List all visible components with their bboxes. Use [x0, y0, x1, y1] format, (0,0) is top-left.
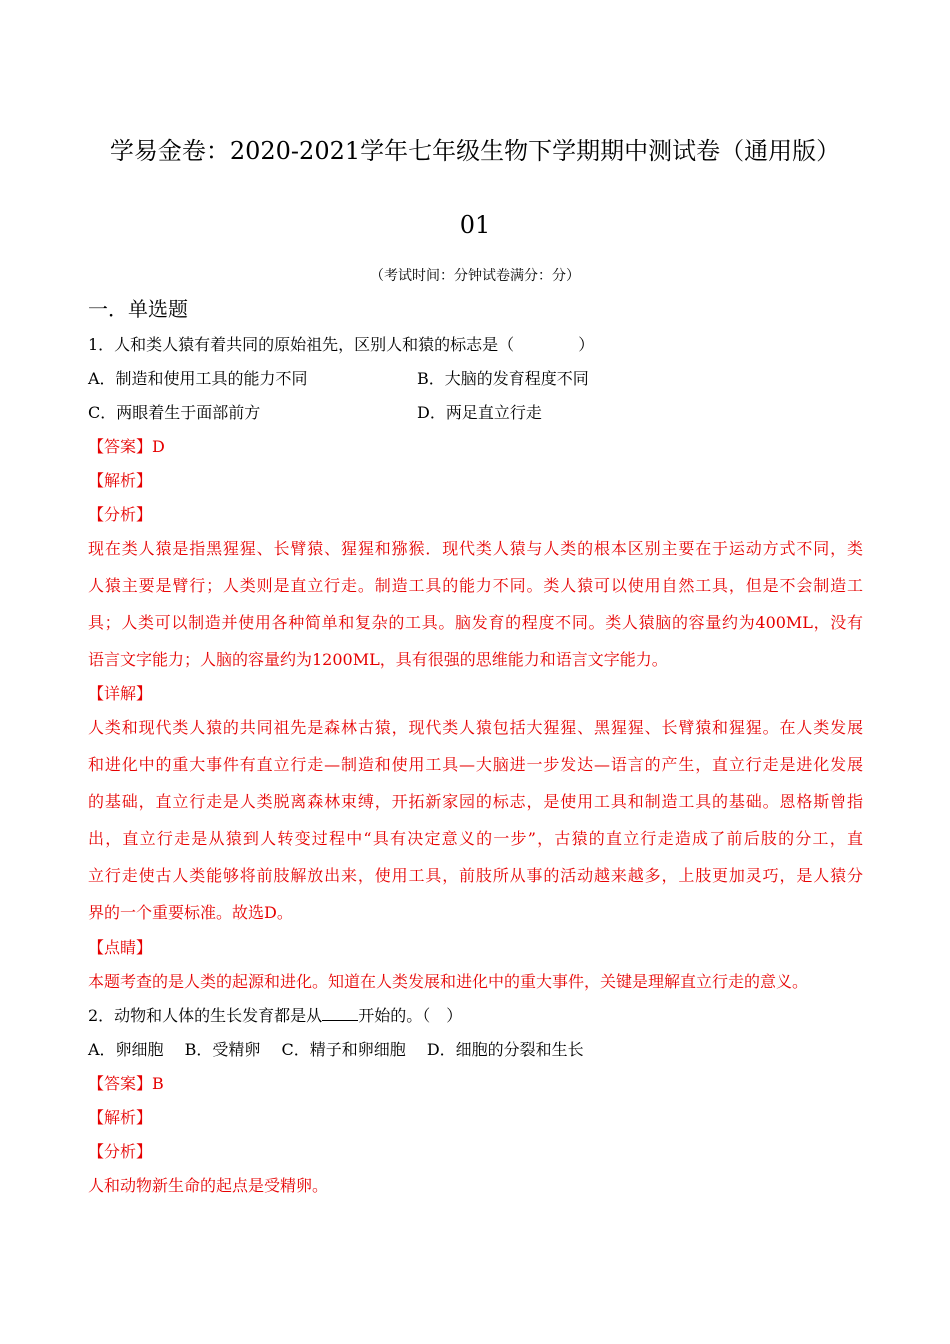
q1-analysis-line: 现在类人猿是指黑猩猩、长臂猿、猩猩和猕猴．现代类人猿与人类的根本区别主要在于运动方式不同，类: [88, 539, 863, 558]
q1-jiexi-label: 【解析】: [88, 471, 153, 490]
q1-analysis: [88, 538, 863, 671]
q1-analysis-line: 语言文字能力；人脑的容量约为1200ML，具有很强的思维能力和语言文字能力。: [88, 650, 668, 669]
q1-detail-line: 的基础，直立行走是人类脱离森林束缚，开拓新家园的标志，是使用工具和制造工具的基础。恩格斯曾指: [88, 792, 863, 811]
q1-option-d: D．两足直立行走: [417, 403, 542, 422]
q1-stem: [88, 334, 863, 356]
q1-answer: 【答案】D: [88, 437, 165, 456]
q2-options: A．卵细胞 B．受精卵 C．精子和卵细胞 D．细胞的分裂和生长: [88, 1040, 584, 1059]
q1-detail: [88, 717, 863, 924]
q2-fenxi-label: 【分析】: [88, 1142, 153, 1161]
q1-detail-line: 出，直立行走是从猿到人转变过程中“具有决定意义的一步”，古猿的直立行走造成了前后肢的分工，直: [88, 829, 863, 848]
q1-comment: 本题考查的是人类的起源和进化。知道在人类发展和进化中的重大事件，关键是理解直立行走的意义。: [88, 972, 809, 991]
q1-stem-text: 1．人和类人猿有着共同的原始祖先，区别人和猿的标志是（: [88, 335, 515, 354]
q2-stem-close: 开始的。（ ）: [358, 1006, 463, 1025]
q2-stem: [88, 1005, 863, 1027]
section-heading: 一．单选题: [88, 297, 188, 321]
q1-xiangjie-label: 【详解】: [88, 684, 153, 703]
q1-detail-line: 和进化中的重大事件有直立行走—制造和使用工具—大脑进一步发达—语言的产生，直立行走是进化发展: [88, 755, 863, 774]
q1-detail-line: 立行走使古人类能够将前肢解放出来，使用工具，前肢所从事的活动越来越多，上肢更加灵巧，是人猿分: [88, 866, 863, 885]
exam-info: （考试时间：分钟试卷满分：分）: [370, 268, 580, 284]
document-title: 学易金卷：2020-2021学年七年级生物下学期期中测试卷（通用版）: [109, 137, 841, 165]
q1-option-b: B．大脑的发育程度不同: [417, 369, 589, 388]
q1-fenxi-label: 【分析】: [88, 505, 153, 524]
document-title-number: 01: [459, 211, 491, 239]
q1-detail-line: 人类和现代类人猿的共同祖先是森林古猿，现代类人猿包括大猩猩、黑猩猩、长臂猿和猩猩。在人类发展: [88, 718, 863, 737]
q2-jiexi-label: 【解析】: [88, 1108, 153, 1127]
q1-dianjing-label: 【点睛】: [88, 938, 153, 957]
q2-fill-blank: [322, 1006, 358, 1021]
q1-stem-close: ）: [578, 335, 595, 354]
q2-answer: 【答案】B: [88, 1074, 164, 1093]
q1-detail-line: 界的一个重要标准。故选D。: [88, 903, 293, 922]
q1-analysis-line: 人猿主要是臂行；人类则是直立行走。制造工具的能力不同。类人猿可以使用自然工具，但是不会制造工: [88, 576, 863, 595]
q1-analysis-line: 具；人类可以制造并使用各种简单和复杂的工具。脑发育的程度不同。类人猿脑的容量约为400ML，没有: [88, 613, 863, 632]
q2-stem-text: 2．动物和人体的生长发育都是从: [88, 1006, 323, 1025]
q1-option-c: C．两眼着生于面部前方: [88, 403, 261, 422]
q2-analysis: 人和动物新生命的起点是受精卵。: [88, 1176, 329, 1195]
q1-option-a: A．制造和使用工具的能力不同: [88, 369, 308, 388]
